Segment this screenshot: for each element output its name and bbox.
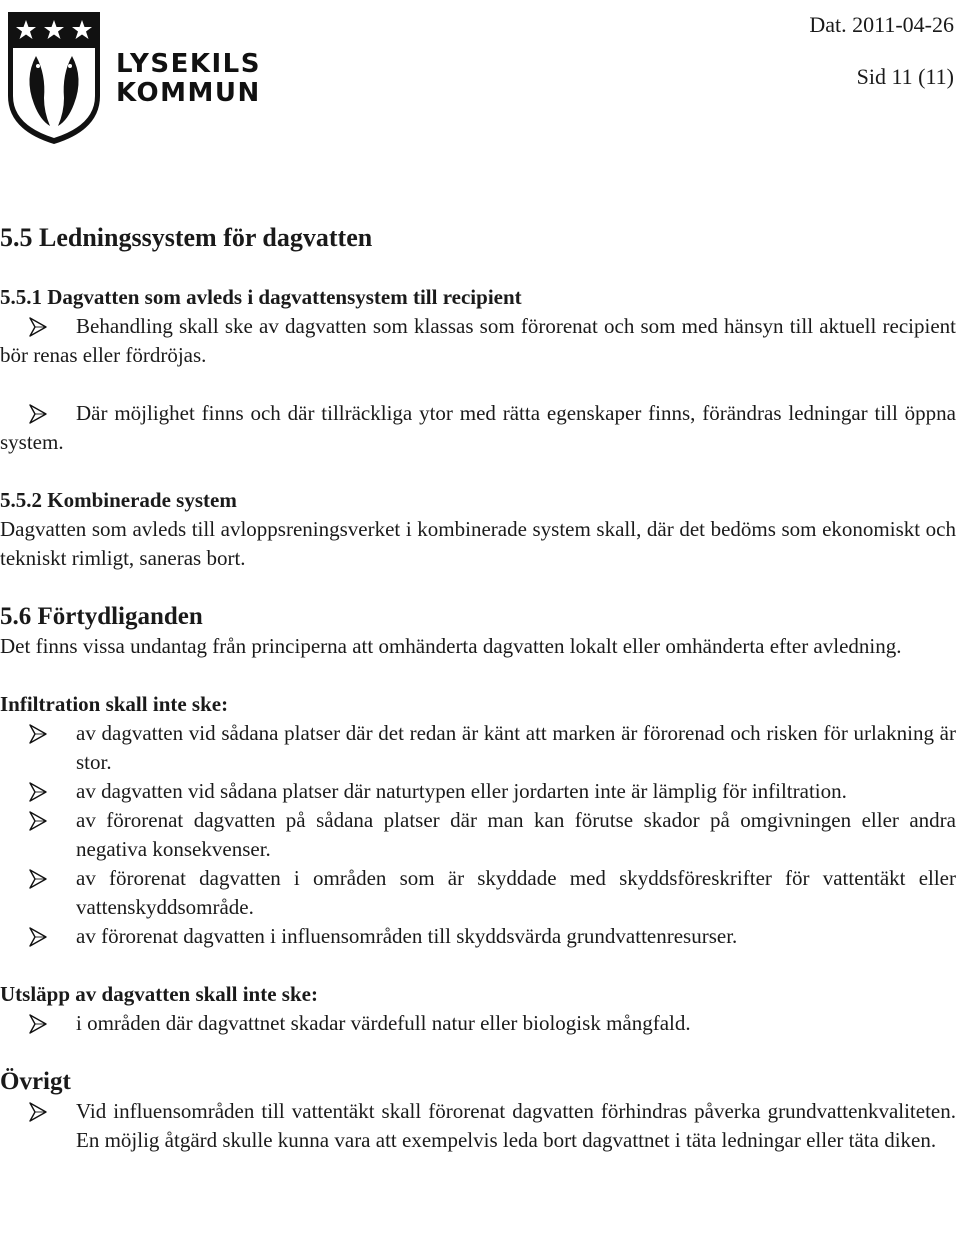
list-item: av dagvatten vid sådana platser där det redan är känt att marken är förorenad och risken för urlakning är stor. bbox=[0, 719, 956, 777]
list-item: Vid influensområden till vattentäkt skall förorenat dagvatten förhindras påverka grundvattenkvaliteten. En möjlig åtgärd skulle kunna vara att exempelvis leda bort dagvattnet i täta ledningar eller täta diken. bbox=[0, 1097, 956, 1155]
arrow-bullet-icon bbox=[28, 724, 48, 744]
infiltration-list bbox=[0, 719, 956, 951]
section-5-5-2-heading: 5.5.2 Kombinerade system bbox=[0, 488, 237, 512]
logo-line-1: LYSEKILS bbox=[116, 49, 261, 79]
arrow-bullet-icon bbox=[28, 927, 48, 947]
section-5-5-1-list bbox=[0, 312, 956, 457]
section-5-6-heading: 5.6 Förtydliganden bbox=[0, 603, 203, 630]
page-number: Sid 11 (11) bbox=[856, 64, 954, 89]
arrow-bullet-icon bbox=[28, 404, 48, 424]
arrow-bullet-icon bbox=[28, 782, 48, 802]
infiltration-heading: Infiltration skall inte ske: bbox=[0, 692, 229, 716]
logo-wordmark bbox=[116, 50, 261, 108]
section-5-5-heading: 5.5 Ledningssystem för dagvatten bbox=[0, 223, 373, 252]
ovrigt-heading: Övrigt bbox=[0, 1068, 71, 1095]
logo-line-2: KOMMUN bbox=[116, 78, 261, 108]
arrow-bullet-icon bbox=[28, 1014, 48, 1034]
arrow-bullet-icon bbox=[28, 811, 48, 831]
list-item: av förorenat dagvatten på sådana platser där man kan förutse skador på omgivningen eller andra negativa konsekvenser. bbox=[0, 806, 956, 864]
header-meta bbox=[809, 10, 954, 92]
list-item: i områden där dagvattnet skadar värdefull natur eller biologisk mångfald. bbox=[0, 1009, 956, 1038]
arrow-bullet-icon bbox=[28, 1102, 48, 1122]
list-item: Behandling skall ske av dagvatten som klassas som förorenat och som med hänsyn till aktuell recipient bör renas eller fördröjas. bbox=[0, 314, 956, 367]
list-item: av dagvatten vid sådana platser där naturtypen eller jordarten inte är lämplig för infiltration. bbox=[0, 777, 956, 806]
arrow-bullet-icon bbox=[28, 869, 48, 889]
section-5-5-2-text: Dagvatten som avleds till avloppsreningsverket i kombinerade system skall, där det bedöms som ekonomiskt och tekniskt rimligt, saneras bort. bbox=[0, 517, 956, 570]
ovrigt-list bbox=[0, 1097, 956, 1155]
arrow-bullet-icon bbox=[28, 317, 48, 337]
list-item: av förorenat dagvatten i influensområden till skyddsvärda grundvattenresurser. bbox=[0, 922, 956, 951]
document-body bbox=[0, 222, 956, 1155]
list-item: av förorenat dagvatten i områden som är skyddade med skyddsföreskrifter för vattentäkt eller vattenskyddsområde. bbox=[0, 864, 956, 922]
coat-of-arms-icon bbox=[4, 8, 104, 148]
section-5-6-intro: Det finns vissa undantag från principerna att omhänderta dagvatten lokalt eller omhänderta efter avledning. bbox=[0, 634, 902, 658]
list-item: Där möjlighet finns och där tillräckliga ytor med rätta egenskaper finns, förändras ledningar till öppna system. bbox=[0, 401, 956, 454]
utslapp-heading: Utsläpp av dagvatten skall inte ske: bbox=[0, 982, 318, 1006]
section-5-5-1-heading: 5.5.1 Dagvatten som avleds i dagvattensystem till recipient bbox=[0, 285, 522, 309]
document-date: Dat. 2011-04-26 bbox=[809, 12, 954, 37]
utslapp-list bbox=[0, 1009, 956, 1038]
municipality-logo bbox=[4, 8, 274, 148]
